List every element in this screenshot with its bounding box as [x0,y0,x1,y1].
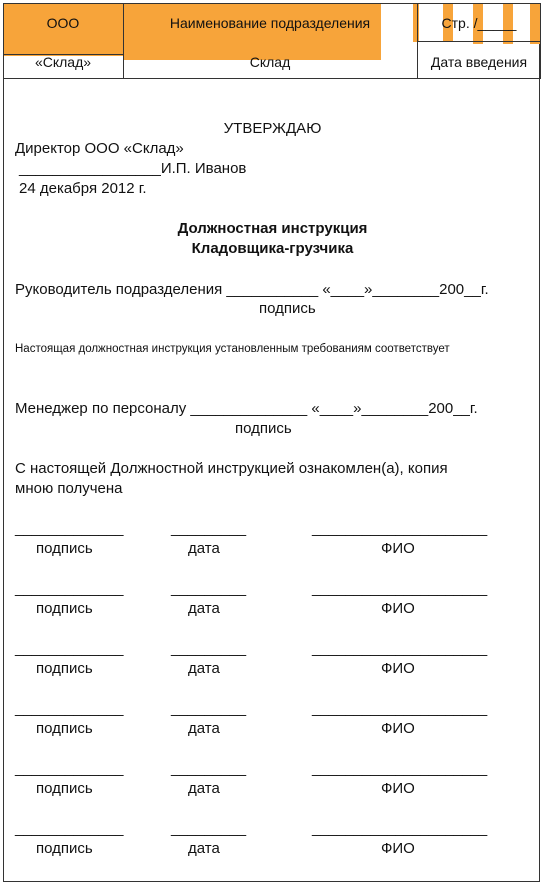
hr-sign-line: Менеджер по персоналу ______________ «____»________200__г. [15,400,478,417]
sign-row-fio-line: _____________________ [312,700,488,717]
approve-heading: УТВЕРЖДАЮ [223,120,322,137]
sign-row-signature-caption: подпись [36,840,93,857]
sign-row-signature-caption: подпись [36,540,93,557]
sign-row-fio-caption: ФИО [381,540,415,557]
approval-date: 24 декабря 2012 г. [19,180,147,197]
sign-row-date-line: _________ [171,520,247,537]
sign-row-fio-caption: ФИО [381,720,415,737]
compliance-note: Настоящая должностная инструкция установленным требованиям соответствует [15,343,450,355]
approval-signature: _________________И.П. Иванов [19,160,247,177]
sign-row-date-line: _________ [171,760,247,777]
sign-row-signature-caption: подпись [36,660,93,677]
document-title-line2: Кладовщика-грузчика [191,240,354,257]
head-sign-caption: подпись [259,300,316,317]
document-header [3,3,541,79]
document-title-line1: Должностная инструкция [177,220,368,237]
head-sign-line: Руководитель подразделения ___________ «____»________200__г. [15,281,489,298]
header-divider [3,78,541,79]
sign-row-signature-line: _____________ [15,520,124,537]
sign-row-signature-line: _____________ [15,640,124,657]
sign-row-signature-caption: подпись [36,780,93,797]
sign-row-signature-line: _____________ [15,580,124,597]
sign-row-signature-line: _____________ [15,700,124,717]
sign-row-date-caption: дата [188,540,220,557]
header-org: ООО [46,15,80,31]
header-divider [417,41,541,42]
sign-row-fio-caption: ФИО [381,600,415,617]
sign-row-date-line: _________ [171,700,247,717]
header-org-name: «Склад» [34,54,92,70]
sign-row-fio-caption: ФИО [381,660,415,677]
sign-row-signature-line: _____________ [15,760,124,777]
sign-row-fio-line: _____________________ [312,580,488,597]
sign-row-date-caption: дата [188,840,220,857]
approval-director: Директор ООО «Склад» [15,140,184,157]
sign-row-date-line: _________ [171,580,247,597]
sign-row-date-caption: дата [188,720,220,737]
header-divider [3,3,541,4]
sign-row-signature-line: _____________ [15,820,124,837]
sign-row-fio-caption: ФИО [381,780,415,797]
sign-row-date-caption: дата [188,600,220,617]
header-date-label: Дата введения [430,54,528,70]
sign-row-fio-line: _____________________ [312,760,488,777]
sign-row-date-caption: дата [188,660,220,677]
ack-line1: С настоящей Должностной инструкцией ознакомлен(а), копия [15,460,448,477]
header-dept-title: Наименование подразделения [169,15,371,31]
sign-row-date-line: _________ [171,640,247,657]
sign-row-fio-line: _____________________ [312,640,488,657]
header-dept-name: Склад [249,54,291,70]
sign-row-signature-caption: подпись [36,720,93,737]
hr-sign-caption: подпись [235,420,292,437]
sign-row-fio-caption: ФИО [381,840,415,857]
sign-row-date-line: _________ [171,820,247,837]
header-page-label: Стр. /_____ [441,15,517,31]
sign-row-signature-caption: подпись [36,600,93,617]
ack-line2: мною получена [15,480,123,497]
sign-row-fio-line: _____________________ [312,520,488,537]
sign-row-fio-line: _____________________ [312,820,488,837]
sign-row-date-caption: дата [188,780,220,797]
header-orange-block-middle [124,4,381,60]
